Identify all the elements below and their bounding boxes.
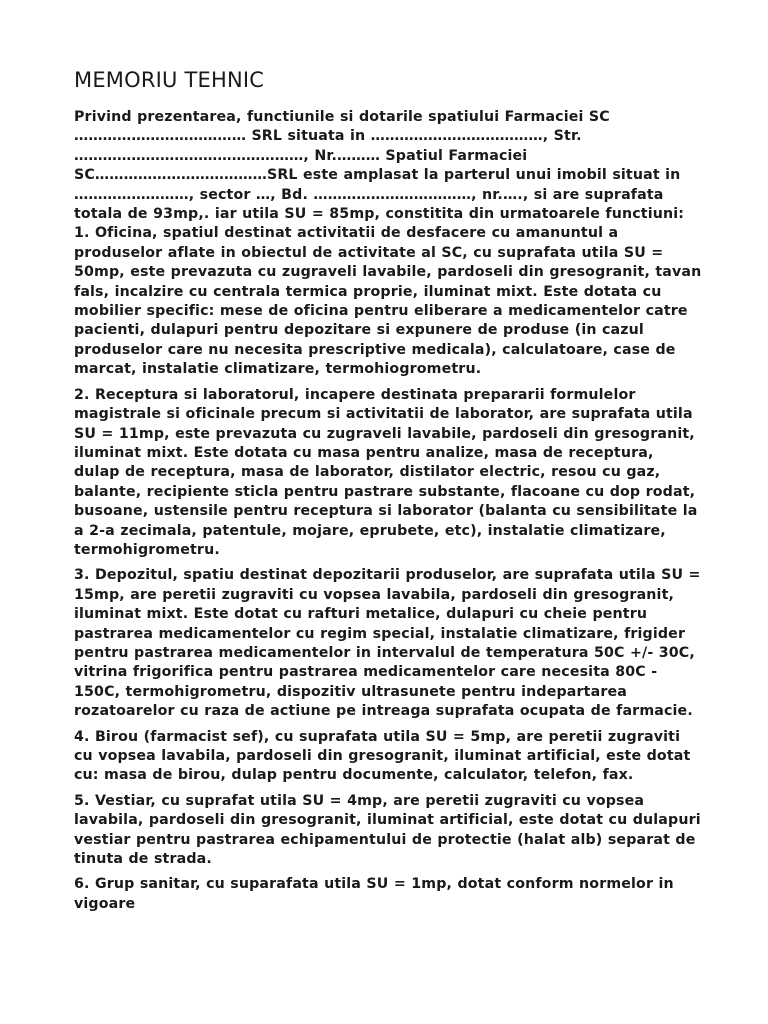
paragraph-receptura-laborator: 2. Receptura si laboratorul, incapere destinata prepararii formulelor magistrale si oficinale precum si activitatii de laborator, are suprafata utila SU = 11mp, este prevazuta cu zugraveli lavabile, pardoseli din gresogranit, iluminat mixt. Este dotata cu masa pentru analize, masa de receptura, dulap de receptura, masa de laborator, distilator electric, resou cu gaz, balante, recipiente sticla pentru pastrare substante, flacoane cu dop rodat, busoane, ustensile pentru receptura si laborator (balanta cu sensibilitate la a 2-a zecimala, patentule, mojare, eprubete, etc), instalatie climatizare, termohigrometru. (74, 386, 698, 558)
document-page (74, 66, 702, 920)
paragraph-vestiar: 5. Vestiar, cu suprafat utila SU = 4mp, are peretii zugraviti cu vopsea lavabila, pardoseli din gresogranit, iluminat artificial, este dotat cu dulapuri vestiar pentru pastrarea echipamentului de protectie (halat alb) separat de tinuta de strada. (74, 792, 701, 868)
paragraph-intro-oficina: Privind prezentarea, functiunile si dotarile spatiului Farmaciei SC ……………………………… SRL situata in ………………………………, Str. …………………………………………, Nr.……… Spatiul Farmaciei SC………………………………SRL este amplasat la parterul unui imobil situat in ……………………, sector …, Bd. ……………………………, nr.…., si are suprafata totala de 93mp,. iar utila SU = 85mp, constitita din urmatoarele functiuni: 1. Oficina, spatiul destinat activitatii de desfacere cu amanuntul a produselor aflate in obiectul de activitate al SC, cu suprafata utila SU = 50mp, este prevazuta cu zugraveli lavabile, pardoseli din gresogranit, tavan fals, incalzire cu centrala termica proprie, iluminat mixt. Este dotata cu mobilier specific: mese de oficina pentru eliberare a medicamentelor catre pacienti, dulapuri pentru depozitare si expunere de produse (in cazul produselor care nu necesita prescriptive medicala), calculatoare, case de marcat, instalatie climatizare, termohiogrometru. (74, 109, 702, 378)
paragraph-depozit: 3. Depozitul, spatiu destinat depozitarii produselor, are suprafata utila SU = 15mp, are peretii zugraviti cu vopsea lavabila, pardoseli din gresogranit, iluminat mixt. Este dotat cu rafturi metalice, dulapuri cu cheie pentru pastrarea medicamentelor cu regim special, instalatie climatizare, frigider pentru pastrarea medicamentelor in intervalul de temperatura 50C +/- 30C, vitrina frigorifica pentru pastrarea medicamentelor care necesita 80C - 150C, termohigrometru, dispozitiv ultrasunete pentru indepartarea rozatoarelor cu raza de actiune pe intreaga suprafata ocupata de farmacie. (74, 567, 701, 720)
paragraph-grup-sanitar: 6. Grup sanitar, cu suparafata utila SU = 1mp, dotat conform normelor in vigoare (74, 876, 674, 912)
document-title: MEMORIU TEHNIC (74, 68, 265, 92)
paragraph-birou: 4. Birou (farmacist sef), cu suprafata utila SU = 5mp, are peretii zugraviti cu vopsea lavabila, pardoseli din gresogranit, iluminat artificial, este dotat cu: masa de birou, dulap pentru documente, calculator, telefon, fax. (74, 728, 691, 784)
